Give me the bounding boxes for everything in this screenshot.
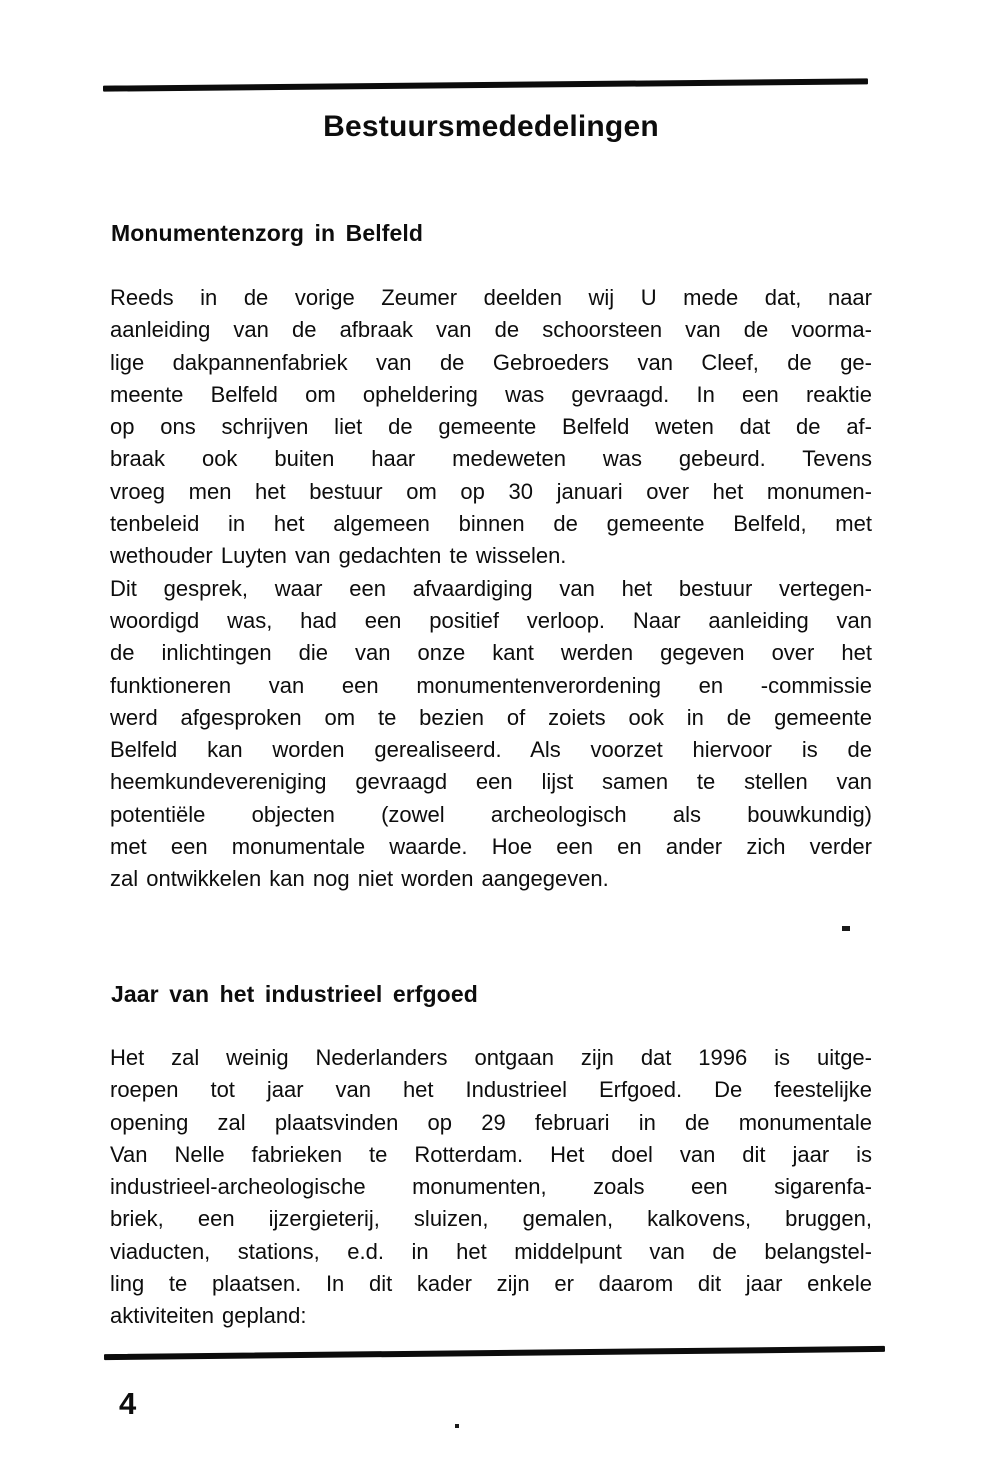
text-line: ling te plaatsen. In dit kader zijn er daarom dit jaar enkele: [110, 1271, 872, 1297]
page-title: Bestuursmededelingen: [323, 110, 659, 143]
text-line: werd afgesproken om te bezien of zoiets ook in de gemeente: [110, 704, 872, 730]
text-line: Reeds in de vorige Zeumer deelden wij U mede dat, naar: [110, 285, 872, 310]
text-line: tenbeleid in het algemeen binnen de gemeente Belfeld, met: [110, 511, 872, 537]
text-line: briek, een ijzergieterij, sluizen, gemalen, kalkovens, bruggen,: [110, 1206, 872, 1232]
text-line: op ons schrijven liet de gemeente Belfeld weten dat de af-: [110, 414, 872, 440]
page-number: 4: [119, 1386, 137, 1421]
text-line: de inlichtingen die van onze kant werden gegeven over het: [110, 640, 872, 666]
section-heading-monumentenzorg: Monumentenzorg in Belfeld: [111, 220, 424, 246]
text-line: zal ontwikkelen kan nog niet worden aangegeven.: [110, 866, 609, 892]
text-line: aanleiding van de afbraak van de schoorsteen van de voorma-: [110, 317, 872, 343]
text-line: heemkundevereniging gevraagd een lijst samen te stellen van: [110, 769, 872, 795]
text-line: vroeg men het bestuur om op 30 januari over het monumen-: [110, 478, 872, 504]
text-line: funktioneren van een monumentenverordening en -commissie: [110, 672, 872, 698]
text-line: opening zal plaatsvinden op 29 februari in de monumentale: [110, 1109, 872, 1135]
bottom-horizontal-rule: [104, 1346, 885, 1360]
text-line: braak ook buiten haar medeweten was gebeurd. Tevens: [110, 446, 872, 472]
scan-speck: [842, 926, 850, 931]
text-line: Van Nelle fabrieken te Rotterdam. Het doel van dit jaar is: [110, 1141, 872, 1167]
text-line: roepen tot jaar van het Industrieel Erfgoed. De feestelijke: [110, 1077, 872, 1103]
text-line: industrieel-archeologische monumenten, zoals een sigarenfa-: [110, 1174, 872, 1200]
text-line: meente Belfeld om opheldering was gevraagd. In een reaktie: [110, 381, 872, 407]
text-line: potentiële objecten (zowel archeologisch als bouwkundig): [110, 801, 872, 827]
text-line: viaducten, stations, e.d. in het middelpunt van de belangstel-: [110, 1238, 872, 1264]
text-line: Belfeld kan worden gerealiseerd. Als voorzet hiervoor is de: [110, 737, 872, 763]
text-line: Het zal weinig Nederlanders ontgaan zijn dat 1996 is uitge-: [110, 1045, 872, 1070]
text-line: met een monumentale waarde. Hoe een en ander zich verder: [110, 834, 872, 860]
text-line: wethouder Luyten van gedachten te wisselen.: [110, 543, 567, 569]
section-body-industrieel-erfgoed: [110, 1042, 872, 1333]
top-horizontal-rule: [103, 78, 868, 91]
text-line: woordigd was, had een positief verloop. Naar aanleiding van: [110, 607, 872, 633]
text-line: Dit gesprek, waar een afvaardiging van het bestuur vertegen-: [110, 575, 872, 601]
section-heading-industrieel-erfgoed: Jaar van het industrieel erfgoed: [111, 981, 478, 1007]
section-body-monumentenzorg: [110, 282, 872, 896]
text-line: aktiviteiten gepland:: [110, 1303, 307, 1329]
text-line: lige dakpannenfabriek van de Gebroeders van Cleef, de ge-: [110, 349, 872, 375]
scan-speck: [455, 1424, 459, 1428]
